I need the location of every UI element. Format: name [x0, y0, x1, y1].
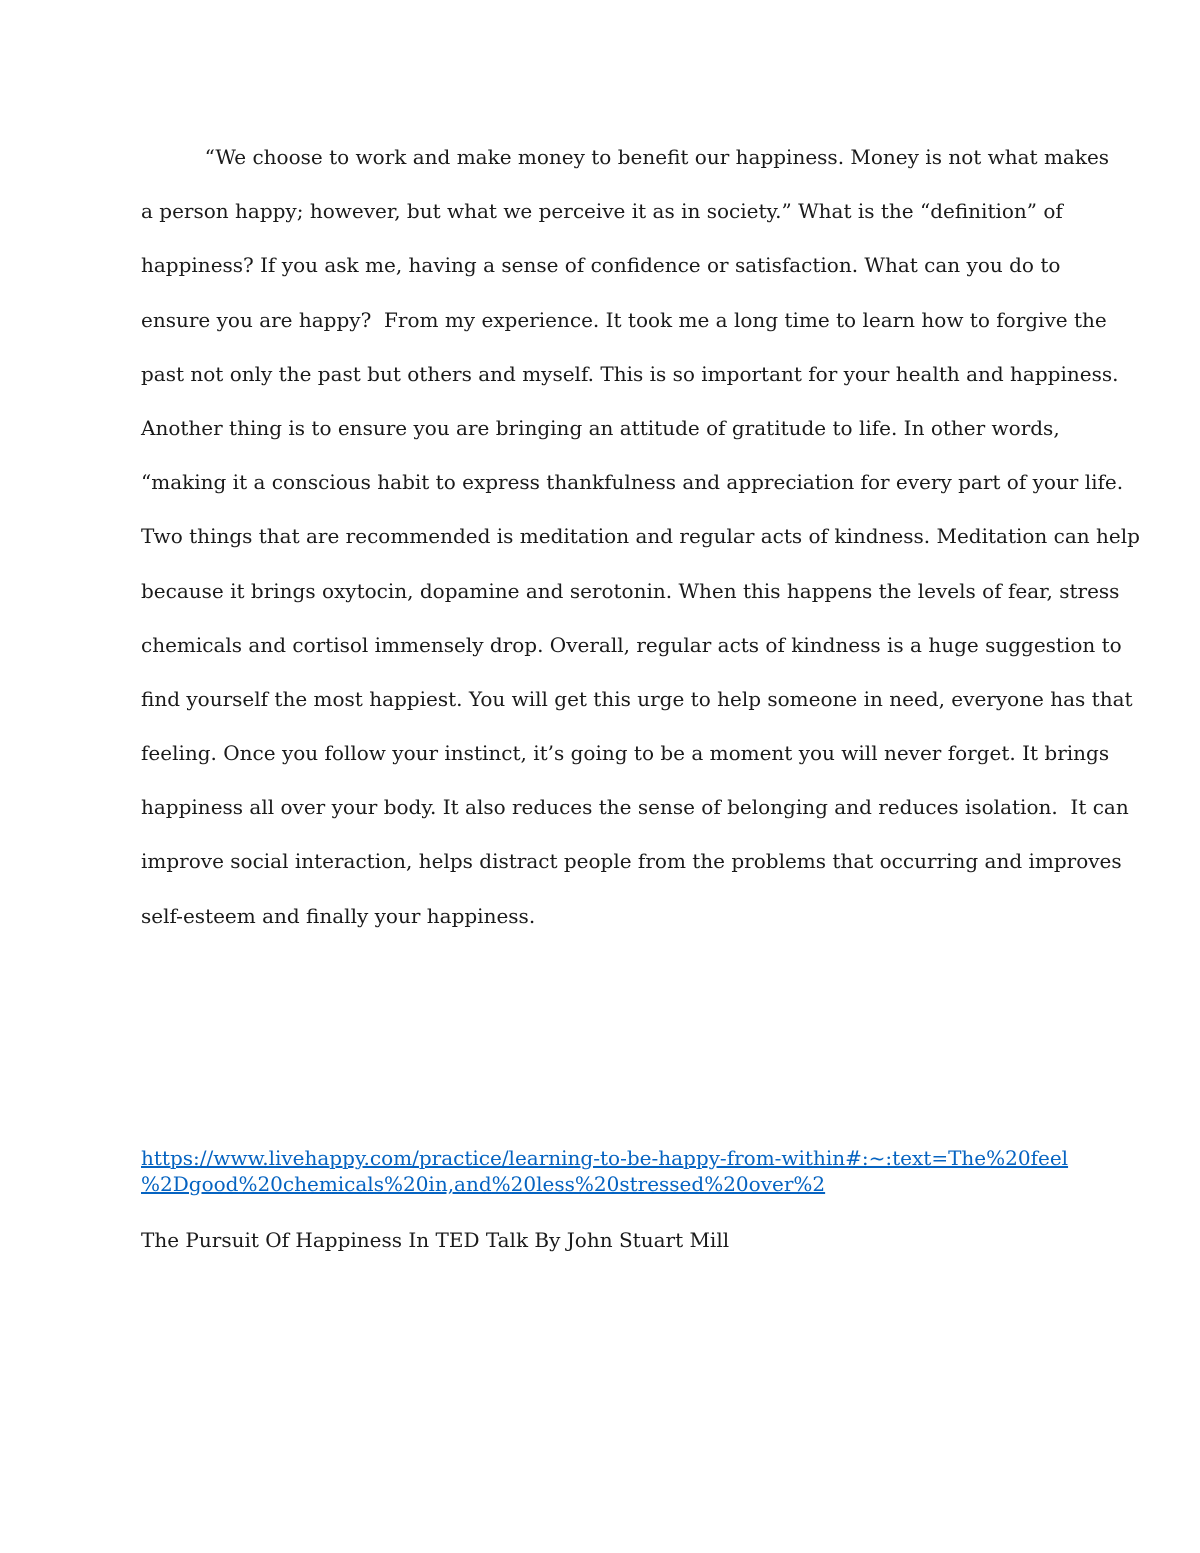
paragraph-line: improve social interaction, helps distract people from the problems that occurring and improves [141, 849, 1122, 874]
reference-link-block [141, 1145, 1071, 1197]
paragraph-line: “We choose to work and make money to benefit our happiness. Money is not what makes [141, 145, 1110, 169]
paragraph-line: happiness all over your body. It also reduces the sense of belonging and reduces isolation. It can [141, 795, 1129, 820]
source-title: The Pursuit Of Happiness In TED Talk By John Stuart Mill [141, 1228, 730, 1252]
paragraph-line: Another thing is to ensure you are bringing an attitude of gratitude to life. In other words, [141, 415, 1060, 440]
paragraph-line: self-esteem and finally your happiness. [141, 903, 536, 928]
paragraph-line: ensure you are happy? From my experience. It took me a long time to learn how to forgive the [141, 307, 1107, 332]
paragraph-line: “making it a conscious habit to express thankfulness and appreciation for every part of your life. [141, 470, 1124, 495]
paragraph-line: Two things that are recommended is meditation and regular acts of kindness. Meditation can help [141, 524, 1140, 549]
paragraph-line: feeling. Once you follow your instinct, it’s going to be a moment you will never forget. It brings [141, 741, 1110, 766]
paragraph-line: because it brings oxytocin, dopamine and serotonin. When this happens the levels of fear, stress [141, 578, 1120, 603]
reference-link-line-1[interactable]: https://www.livehappy.com/practice/learning-to-be-happy-from-within#:~:text=The%20feel [141, 1146, 1069, 1170]
paragraph-line: find yourself the most happiest. You will get this urge to help someone in need, everyone has that [141, 686, 1133, 711]
paragraph-line: past not only the past but others and myself. This is so important for your health and happiness. [141, 361, 1119, 386]
reference-link-line-2[interactable]: %2Dgood%20chemicals%20in,and%20less%20stressed%20over%2 [141, 1172, 826, 1196]
paragraph-line: chemicals and cortisol immensely drop. Overall, regular acts of kindness is a huge suggestion to [141, 632, 1122, 657]
paragraph-line: a person happy; however, but what we perceive it as in society.” What is the “definition” of [141, 199, 1063, 224]
essay-paragraph [141, 130, 1140, 943]
paragraph-line: happiness? If you ask me, having a sense of confidence or satisfaction. What can you do to [141, 253, 1061, 278]
